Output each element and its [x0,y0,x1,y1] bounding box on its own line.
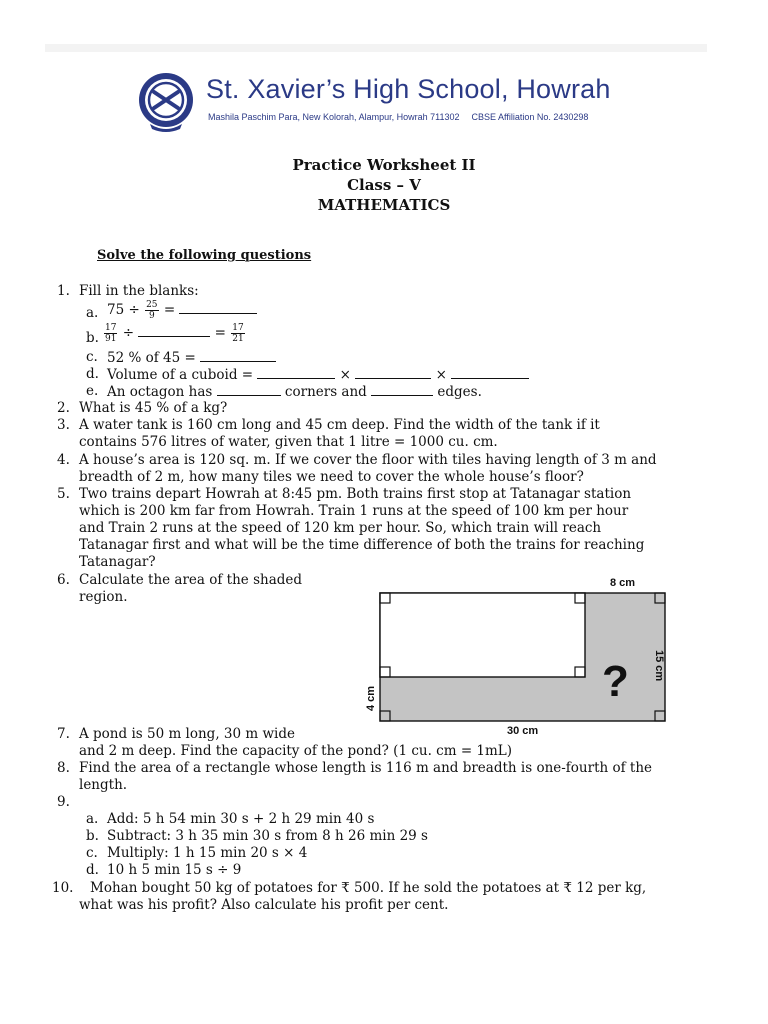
question-number: 3. [57,417,70,433]
question-1d: Volume of a cuboid = × × [107,366,529,384]
dimension-label-left: 4 cm [365,685,377,711]
item-label: b. [86,828,99,844]
dimension-label-top: 8 cm [610,577,636,589]
question-1a: 75 ÷ $\frac{25}{9}$ = [107,300,257,321]
question-9a: Add: 5 h 54 min 30 s + 2 h 29 min 40 s [107,811,375,827]
question-8-line: Find the area of a rectangle whose length is 116 m and breadth is one-fourth of the [79,760,653,776]
question-number: 1. [57,283,70,299]
figure-diagram [360,575,690,745]
answer-blank[interactable] [200,349,276,362]
question-5-line: Tatanagar? [79,554,156,570]
question-6-line: region. [79,589,128,605]
item-label: a. [86,811,99,827]
item-label: e. [86,383,99,399]
question-3-line: contains 576 litres of water, given that 1 litre = 1000 cu. cm. [79,434,498,450]
question-8-line: length. [79,777,128,793]
answer-blank[interactable] [451,366,529,379]
question-number: 8. [57,760,70,776]
school-crest-icon [136,72,196,132]
question-9d: 10 h 5 min 15 s ÷ 9 [107,862,242,878]
question-number: 2. [57,400,70,416]
question-1-text: Fill in the blanks: [79,283,199,299]
question-number: 4. [57,452,70,468]
question-6-line: Calculate the area of the shaded [79,572,303,588]
dimension-label-bottom: 30 cm [507,725,539,737]
affiliation-number: CBSE Affiliation No. 2430298 [471,112,589,122]
question-4-line: A house’s area is 120 sq. m. If we cover the floor with tiles having length of 3 m and [79,452,657,468]
answer-blank[interactable] [371,383,433,396]
question-10-line: Mohan bought 50 kg of potatoes for ₹ 500. If he sold the potatoes at ₹ 12 per kg, [90,880,647,896]
school-address: Mashila Paschim Para, New Kolorah, Alampur, Howrah 711302 CBSE Affiliation No. 2430298 [208,112,589,122]
question-5-line: which is 200 km far from Howrah. Train 1 runs at the speed of 100 km per hour [79,503,629,519]
answer-blank[interactable] [138,324,210,337]
instruction-heading: Solve the following questions [97,248,312,263]
answer-blank[interactable] [179,301,257,314]
item-label: c. [86,845,98,861]
question-1b: $\frac{17}{91}$ ÷ = $\frac{17}{21}$ [105,323,244,344]
question-mark: ? [602,657,629,706]
question-4-line: breadth of 2 m, how many tiles we need to cover the whole house’s floor? [79,469,584,485]
answer-blank[interactable] [257,366,335,379]
question-1c: 52 % of 45 = [107,349,276,367]
question-number: 5. [57,486,70,502]
school-name: St. Xavier’s High School, Howrah [206,74,611,104]
subject-title: MATHEMATICS [317,196,451,214]
question-9c: Multiply: 1 h 15 min 20 s × 4 [107,845,308,861]
item-label: b. [86,330,99,346]
question-5-line: and Train 2 runs at the speed of 120 km per hour. So, which train will reach [79,520,602,536]
item-label: c. [86,349,98,365]
unshaded-rectangle [380,593,585,677]
fraction: $\frac{17}{91}$ [105,323,117,344]
worksheet-title: Practice Worksheet II [292,156,476,174]
school-header [136,68,636,132]
question-1e: An octagon has corners and edges. [107,384,482,400]
question-7-line: A pond is 50 m long, 30 m wide [79,726,295,742]
question-number: 9. [57,794,70,810]
question-2-text: What is 45 % of a kg? [79,400,228,416]
question-number: 10. [52,880,74,896]
shaded-region-figure [360,575,690,745]
page-top-edge [45,44,707,52]
question-9b: Subtract: 3 h 35 min 30 s from 8 h 26 min 29 s [107,828,428,844]
item-label: a. [86,305,99,321]
answer-blank[interactable] [355,366,431,379]
question-10-line: what was his profit? Also calculate his profit per cent. [79,897,449,913]
item-label: d. [86,862,99,878]
dimension-label-right: 15 cm [653,650,665,682]
question-3-line: A water tank is 160 cm long and 45 cm deep. Find the width of the tank if it [79,417,600,433]
answer-blank[interactable] [217,383,281,396]
fraction: $\frac{17}{21}$ [232,323,244,344]
question-5-line: Tatanagar first and what will be the time difference of both the trains for reaching [79,537,645,553]
question-5-line: Two trains depart Howrah at 8:45 pm. Both trains first stop at Tatanagar station [79,486,632,502]
item-label: d. [86,366,99,382]
fraction: $\frac{25}{9}$ [146,300,158,321]
question-number: 7. [57,726,70,742]
class-title: Class – V [347,176,421,194]
question-7-line: and 2 m deep. Find the capacity of the pond? (1 cu. cm = 1mL) [79,743,513,759]
question-number: 6. [57,572,70,588]
